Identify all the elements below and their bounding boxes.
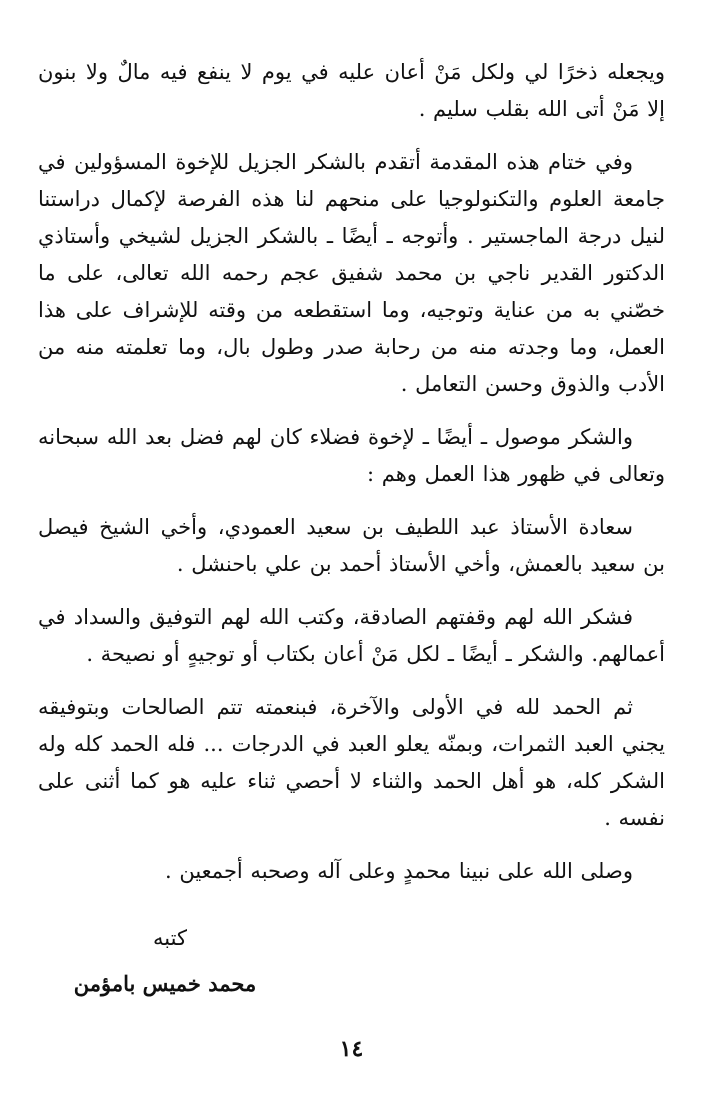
paragraph-6: ثم الحمد لله في الأولى والآخرة، فبنعمته تتم الصالحات وبتوفيقه يجني العبد الثمرات، وبمنّه يعلو العبد في الدرجات ... فله الحمد كله وله الشكر كله، هو أهل الحمد والثناء لا أحصي ثناء عليه هو كما أثنى على نفسه .	[38, 695, 665, 830]
paragraph-3: والشكر موصول ـ أيضًا ـ لإخوة فضلاء كان لهم فضل بعد الله سبحانه وتعالى في ظهور هذا العمل وهم :	[38, 425, 665, 486]
signature-name: محمد خميس بامؤمن	[73, 971, 257, 996]
signature-block	[0, 920, 330, 1004]
page-number: ١٤	[339, 1036, 364, 1062]
paragraph-1: ويجعله ذخرًا لي ولكل مَنْ أعان عليه في يوم لا ينفع فيه مالٌ ولا بنون إلا مَنْ أتى الله بقلب سليم .	[38, 60, 665, 121]
document-body	[38, 54, 665, 906]
signature-label: كتبه	[153, 926, 187, 950]
paragraph-5: فشكر الله لهم وقفتهم الصادقة، وكتب الله لهم التوفيق والسداد في أعمالهم. والشكر ـ أيضًا ـ لكل مَنْ أعان بكتاب أو توجيهٍ أو نصيحة .	[38, 605, 665, 666]
paragraph-2: وفي ختام هذه المقدمة أتقدم بالشكر الجزيل للإخوة المسؤولين في جامعة العلوم والتكنولوجيا على منحهم لنا هذه الفرصة لإكمال دراستنا لنيل درجة الماجستير . وأتوجه ـ أيضًا ـ بالشكر الجزيل لشيخي وأستاذي الدكتور القدير ناجي بن محمد شفيق عجم رحمه الله تعالى، على ما خصّني به من عناية وتوجيه، وما استقطعه من وقته للإشراف على هذا العمل، وما وجدته منه من رحابة صدر وطول بال، وما تعلمته منه من الأدب والذوق وحسن التعامل .	[38, 150, 665, 396]
paragraph-4: سعادة الأستاذ عبد اللطيف بن سعيد العمودي، وأخي الشيخ فيصل بن سعيد بالعمش، وأخي الأستاذ أحمد بن علي باحنشل .	[38, 515, 665, 576]
paragraph-7: وصلى الله على نبينا محمدٍ وعلى آله وصحبه أجمعين .	[165, 859, 633, 883]
